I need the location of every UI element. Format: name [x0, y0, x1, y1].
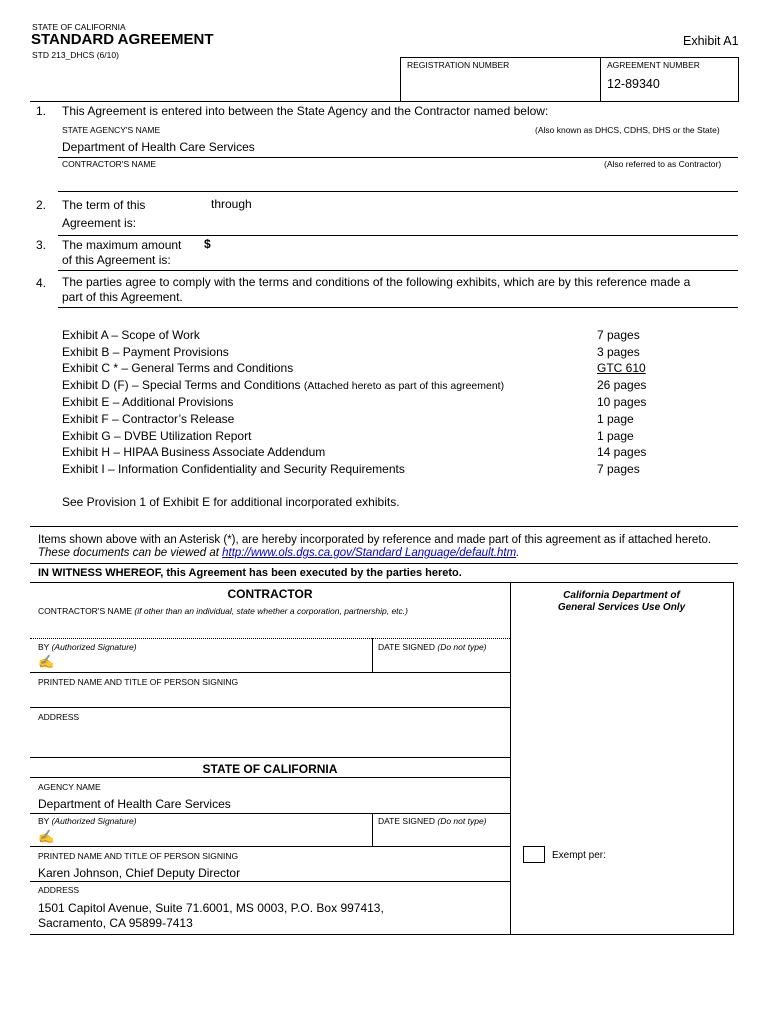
exhibit-name: Exhibit H – HIPAA Business Associate Addendum: [62, 445, 326, 459]
state-by-note: (Authorized Signature): [51, 816, 137, 826]
exhibit-pages: 14 pages: [597, 445, 647, 459]
asterisk-note-prefix: These documents can be viewed at: [38, 547, 223, 559]
state-date-signed-note: (Do not type): [437, 816, 487, 826]
state-by-label: BY: [38, 816, 50, 826]
term-label-line2: Agreement is:: [62, 216, 137, 230]
item-4-text-line1: The parties agree to comply with the terms and conditions of the following exhibits, which are by this reference made a: [62, 275, 691, 289]
exhibit-row-b: [62, 345, 662, 362]
exhibit-note: (Attached hereto as part of this agreement): [303, 380, 505, 392]
item-4-number: 4.: [36, 276, 47, 290]
form-title: STANDARD AGREEMENT: [31, 31, 214, 48]
exhibit-name: Exhibit E – Additional Provisions: [62, 395, 234, 409]
contractor-address-field[interactable]: [38, 725, 503, 755]
dgs-use-line1: California Department of: [563, 590, 680, 601]
signature-pen-icon: ✍: [38, 654, 55, 669]
state-address-label: ADDRESS: [38, 885, 80, 895]
state-heading: STATE OF CALIFORNIA: [202, 762, 338, 776]
exhibit-row-d: [62, 378, 662, 395]
state-signature-field[interactable]: [60, 829, 365, 845]
exhibit-row-f: [62, 412, 662, 429]
state-address-line2[interactable]: Sacramento, CA 95899-7413: [38, 916, 193, 930]
item-4-text-line2: part of this Agreement.: [62, 290, 183, 304]
agreement-number-label: AGREEMENT NUMBER: [607, 60, 700, 70]
contractor-date-field[interactable]: [378, 654, 503, 670]
agency-name-label: AGENCY NAME: [38, 782, 101, 792]
standard-language-link[interactable]: http://www.ols.dgs.ca.gov/Standard Language/default.htm: [222, 547, 517, 559]
date-signed-note: (Do not type): [437, 642, 487, 652]
dgs-use-line2: General Services Use Only: [557, 602, 686, 613]
contractor-name-label: CONTRACTOR'S NAME: [62, 159, 157, 169]
state-agency-name-label: STATE AGENCY'S NAME: [62, 125, 161, 135]
asterisk-note-line1: Items shown above with an Asterisk (*), are hereby incorporated by reference and made part of this agreement as if attached hereto.: [38, 534, 712, 546]
exhibit-name: Exhibit F – Contractor’s Release: [62, 412, 235, 426]
exhibit-name: Exhibit I – Information Confidentiality and Security Requirements: [62, 462, 405, 476]
state-printed-name-value[interactable]: Karen Johnson, Chief Deputy Director: [38, 866, 241, 880]
max-amount-label-line2: of this Agreement is:: [62, 253, 171, 267]
contractor-printed-name-label: PRINTED NAME AND TITLE OF PERSON SIGNING: [38, 677, 239, 687]
witness-statement: IN WITNESS WHEREOF, this Agreement has been executed by the parties hereto.: [38, 567, 462, 579]
contractor-name-input[interactable]: [38, 617, 503, 635]
asterisk-note-suffix: .: [516, 547, 520, 559]
exhibit-label: Exhibit A1: [683, 34, 739, 48]
exhibit-pages-link[interactable]: GTC 610: [597, 361, 646, 375]
exhibit-name: Exhibit D (F) – Special Terms and Conditions: [62, 378, 301, 392]
see-provision-text: See Provision 1 of Exhibit E for additional incorporated exhibits.: [62, 495, 400, 509]
contractor-address-label: ADDRESS: [38, 712, 80, 722]
by-note: (Authorized Signature): [51, 642, 137, 652]
term-end-field[interactable]: [260, 198, 460, 214]
term-start-field[interactable]: [155, 198, 205, 214]
contractor-name-note: (Also referred to as Contractor): [604, 159, 722, 169]
term-label-line1: The term of this: [62, 198, 146, 212]
exhibit-name: Exhibit B – Payment Provisions: [62, 345, 229, 359]
contractor-printed-name-field[interactable]: [38, 690, 503, 706]
state-address-line1[interactable]: 1501 Capitol Avenue, Suite 71.6001, MS 0003, P.O. Box 997413,: [38, 901, 384, 915]
exhibit-pages: 1 page: [597, 429, 634, 443]
exhibit-row-a: [62, 328, 662, 345]
exhibit-row-c: [62, 361, 662, 378]
exhibit-pages: 1 page: [597, 412, 634, 426]
by-label: BY: [38, 642, 50, 652]
state-printed-name-label: PRINTED NAME AND TITLE OF PERSON SIGNING: [38, 851, 239, 861]
exhibit-pages: 26 pages: [597, 378, 647, 392]
exhibit-pages: 7 pages: [597, 462, 640, 476]
exhibit-pages: 10 pages: [597, 395, 647, 409]
term-through-label: through: [211, 197, 252, 211]
exhibit-name: Exhibit A – Scope of Work: [62, 328, 200, 342]
contractor-heading: CONTRACTOR: [227, 587, 313, 601]
date-signed-label: DATE SIGNED: [378, 642, 435, 652]
form-id: STD 213_DHCS (6/10): [32, 50, 119, 60]
exhibit-row-h: [62, 445, 662, 462]
exhibit-pages: 7 pages: [597, 328, 640, 342]
item-3-number: 3.: [36, 238, 47, 252]
state-signature-pen-icon: ✍: [38, 829, 55, 844]
state-date-signed-label: DATE SIGNED: [378, 816, 435, 826]
agreement-number-value[interactable]: 12-89340: [607, 77, 660, 91]
exempt-per-label: Exempt per:: [552, 850, 606, 861]
item-1-text: This Agreement is entered into between the State Agency and the Contractor named below:: [62, 104, 549, 118]
dollar-sign: $: [204, 237, 211, 251]
state-agency-note: (Also known as DHCS, CDHS, DHS or the State): [535, 125, 720, 135]
state-date-field[interactable]: [378, 829, 503, 845]
exhibit-row-i: [62, 462, 662, 479]
contractor-signature-field[interactable]: [60, 654, 365, 672]
exhibit-pages: 3 pages: [597, 345, 640, 359]
max-amount-label-line1: The maximum amount: [62, 238, 182, 252]
exhibit-row-g: [62, 429, 662, 446]
contractor-name-label-2: CONTRACTOR'S NAME: [38, 606, 133, 616]
exhibit-row-e: [62, 395, 662, 412]
state-label: STATE OF CALIFORNIA: [32, 22, 126, 32]
registration-number-label: REGISTRATION NUMBER: [407, 60, 510, 70]
agency-name-value[interactable]: Department of Health Care Services: [38, 797, 231, 811]
registration-number-field[interactable]: [407, 78, 592, 96]
max-amount-field[interactable]: [218, 237, 518, 253]
item-1-number: 1.: [36, 104, 47, 118]
contractor-name-field[interactable]: [62, 172, 732, 188]
exhibit-name: Exhibit C * – General Terms and Conditions: [62, 361, 294, 375]
exhibit-name: Exhibit G – DVBE Utilization Report: [62, 429, 252, 443]
exempt-checkbox[interactable]: [523, 846, 545, 863]
contractor-name-note-2: (if other than an individual, state whether a corporation, partnership, etc.): [134, 606, 408, 616]
item-2-number: 2.: [36, 198, 47, 212]
state-agency-name-value[interactable]: Department of Health Care Services: [62, 140, 255, 154]
